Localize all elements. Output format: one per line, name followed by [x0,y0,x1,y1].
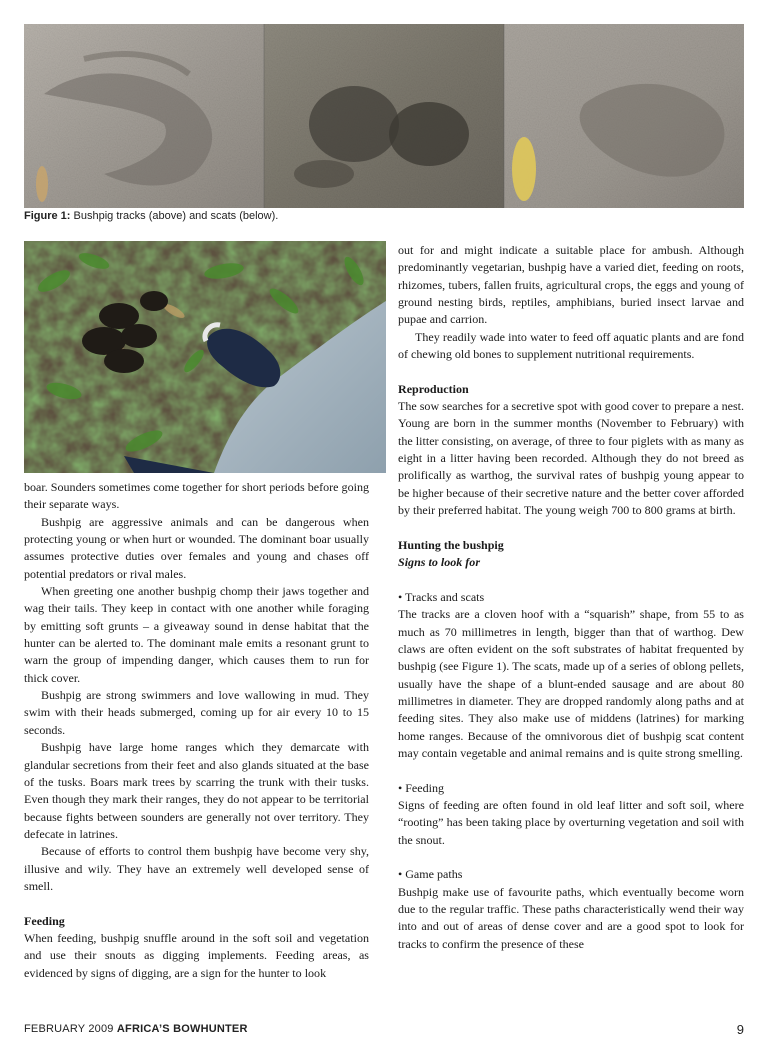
footer-magazine-name: AFRICA’S BOWHUNTER [116,1023,248,1035]
left-text-column [24,479,369,982]
figure-caption [24,210,744,223]
subheading-signs: Signs to look for [398,555,481,570]
paragraph: Because of efforts to control them bushpig have become very shy, illusive and wily. They have an extremely well developed sense of smell. [24,844,369,893]
bushpig-scats-photo [24,241,386,473]
paragraph: When greeting one another bushpig chomp their jaws together and wag their tails. They keep in contact with one another while foraging by emitting soft grunts – a giveaway sound in dense habitat that the hunter can be alerted to. The dominant male emits a resonant grunt to warn the group of impending danger, which causes them to run for thick cover. [24,584,369,685]
bullet-feeding: • Feeding [398,780,445,795]
section-heading-reproduction: Reproduction [398,381,469,396]
page-number: 9 [736,1022,744,1037]
paragraph: Signs of feeding are often found in old leaf litter and soft soil, where “rooting” has been taking place by overturning vegetation and soil with the snout. [398,798,744,847]
paragraph: Bushpig have large home ranges which they demarcate with glandular secretions from their feet and also glands situated at the base of the tusks. Boars mark trees by scarring the trunk with their tusks. Even though they mark their ranges, they do not appear to be territorial because fights between sounders are generally not over territory. They defecate in latrines. [24,740,369,841]
section-heading-hunting: Hunting the bushpig [398,537,504,552]
paragraph: The sow searches for a secretive spot with good cover to prepare a nest. Young are born in the summer months (November to February) with the litter consisting, on average, of three to four piglets with as many as eight in a litter having been recorded. Although they do not breed as prolifically as warthog, the survival rates of bushpig young appear to be higher because of their secretive nature and the better cover afforded by their preferred habitat. The young weigh 700 to 800 grams at birth. [398,399,744,518]
bullet-tracks-and-scats: • Tracks and scats [398,589,485,604]
right-text-column [398,242,744,953]
paragraph: When feeding, bushpig snuffle around in the soft soil and vegetation and use their snouts as digging implements. Feeding areas, as evidenced by signs of digging, are a sign for the hunter to look [24,930,369,980]
paragraph: The tracks are a cloven hoof with a “squarish” shape, from 55 to as much as 70 millimetres in length, bigger than that of warthog. Dew claws are often evident on the soft substrates of habitat frequented by bushpig (see Figure 1). The scats, made up of a series of oblong pellets, usually have the shape of a blunt-ended sausage and are about 80 millimetres in diameter. They are dropped randomly along paths and at feeding sites. They also make use of middens (latrines) for marking home ranges. Because of the omnivorous diet of bushpig scat content may contain vegetable and animal remains and is quite strong smelling. [398,607,744,760]
bullet-game-paths: • Game paths [398,867,463,882]
paragraph: out for and might indicate a suitable place for ambush. Although predominantly vegetarian, bushpig have a varied diet, feeding on roots, rhizomes, tubers, fallen fruits, agricultural crops, the eggs and young of ground nesting birds, reptiles, amphibians, buried insect larvae and pupae and carrion. [398,243,744,327]
footer-date: FEBRUARY 2009 [24,1023,117,1035]
bushpig-tracks-photo [24,24,744,208]
paragraph: Bushpig are strong swimmers and love wallowing in mud. They swim with their heads submerged, coming up for air every 10 to 15 seconds. [24,688,369,737]
page-footer [24,1023,744,1039]
footer-issue [24,1023,248,1035]
paragraph: boar. Sounders sometimes come together for short periods before going their separate ways. [24,480,369,512]
paragraph: Bushpig are aggressive animals and can be dangerous when protecting young or when hurt or wounded. The dominant boar usually assumes protective duties over females and young and chases off potential predators or rival males. [24,514,369,581]
figure-caption-text: Bushpig tracks (above) and scats (below). [70,210,279,222]
figure-label: Figure 1: [24,210,71,222]
paragraph: Bushpig make use of favourite paths, which eventually become worn due to the regular traffic. These paths characteristically wend their way into and out of areas of dense cover and are a good spot to look for tracks to confirm the presence of these [398,884,744,951]
section-heading-feeding: Feeding [24,913,65,928]
paragraph: They readily wade into water to feed off aquatic plants and are fond of chewing old bones to supplement nutritional requirements. [398,329,744,362]
